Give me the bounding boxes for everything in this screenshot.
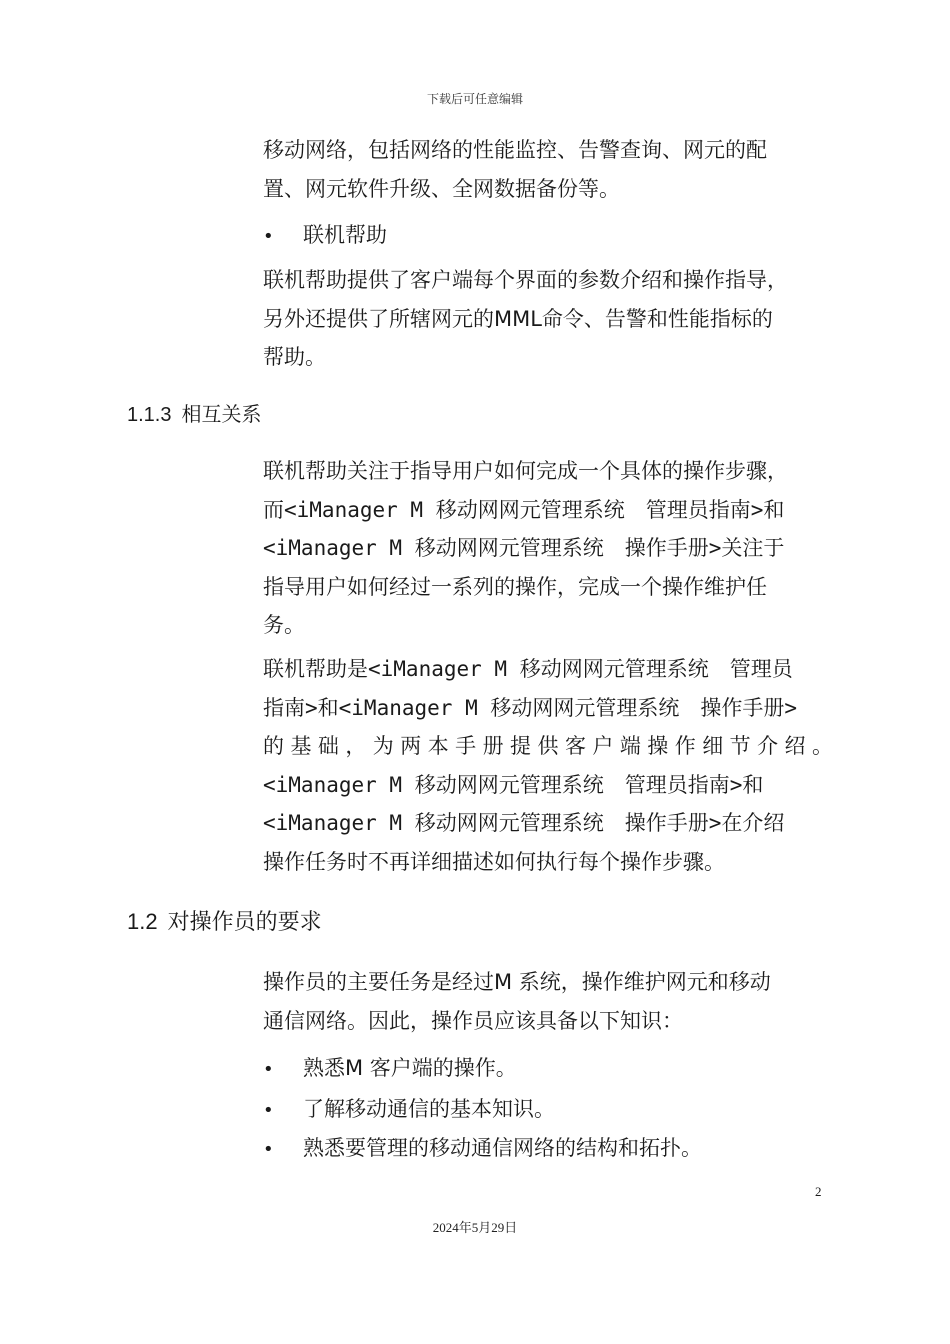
bullet-icon: • (263, 226, 274, 247)
bullet-item (263, 220, 387, 252)
text-line: 务。 (263, 613, 305, 638)
page-number: 2 (815, 1184, 822, 1199)
text-line: 指南>和<iManager M 移动网网元管理系统 操作手册> (263, 695, 798, 720)
bullet-label: 了解移动通信的基本知识。 (303, 1097, 555, 1121)
relation-paragraph-2 (263, 650, 833, 882)
bullet-label: 熟悉M 客户端的操作。 (303, 1056, 517, 1080)
text-line: <iManager M 移动网网元管理系统 操作手册>关注于 (263, 536, 785, 561)
page-header-note: 下载后可任意编辑 (426, 92, 523, 106)
footer-date: 2024年5月29日 (432, 1220, 518, 1235)
bullet-item (263, 1133, 702, 1165)
operator-paragraph (263, 963, 833, 1040)
intro-paragraph (263, 131, 833, 208)
text-line: <iManager M 移动网网元管理系统 管理员指南>和 (263, 772, 764, 797)
bullet-icon: • (263, 1139, 274, 1160)
bullet-icon: • (263, 1059, 274, 1080)
text-line: <iManager M 移动网网元管理系统 操作手册>在介绍 (263, 811, 785, 836)
section-number: 1.2 (127, 909, 158, 934)
text-line: 的基础，为两本手册提供客户端操作细节介绍。 (263, 734, 833, 759)
text-line: 通信网络。因此，操作员应该具备以下知识： (263, 1008, 683, 1033)
text-line: 操作任务时不再详细描述如何执行每个操作步骤。 (263, 849, 725, 874)
bullet-label: 联机帮助 (303, 223, 387, 247)
bullet-item (263, 1053, 517, 1085)
text-line: 联机帮助是<iManager M 移动网网元管理系统 管理员 (263, 657, 793, 681)
section-number: 1.1.3 (127, 404, 172, 426)
bullet-icon: • (263, 1100, 274, 1121)
text-line: 联机帮助关注于指导用户如何完成一个具体的操作步骤， (263, 459, 788, 483)
bullet-label: 熟悉要管理的移动通信网络的结构和拓扑。 (303, 1136, 702, 1160)
online-help-paragraph (263, 261, 833, 377)
text-line: 而<iManager M 移动网网元管理系统 管理员指南>和 (263, 497, 785, 522)
section-title: 相互关系 (181, 402, 262, 426)
section-heading-1-1-3 (127, 400, 261, 429)
bullet-item (263, 1094, 555, 1126)
text-line: 帮助。 (263, 345, 326, 370)
text-line: 移动网络，包括网络的性能监控、告警查询、网元的配 (263, 138, 767, 162)
text-line: 另外还提供了所辖网元的MML命令、告警和性能指标的 (263, 306, 773, 331)
section-heading-1-2 (127, 907, 322, 938)
text-line: 置、网元软件升级、全网数据备份等。 (263, 176, 620, 201)
section-title: 对操作员的要求 (167, 910, 322, 935)
text-line: 操作员的主要任务是经过M 系统，操作维护网元和移动 (263, 970, 771, 994)
text-line: 指导用户如何经过一系列的操作，完成一个操作维护任 (263, 574, 767, 599)
text-line: 联机帮助提供了客户端每个界面的参数介绍和操作指导， (263, 268, 788, 292)
relation-paragraph-1 (263, 452, 833, 645)
